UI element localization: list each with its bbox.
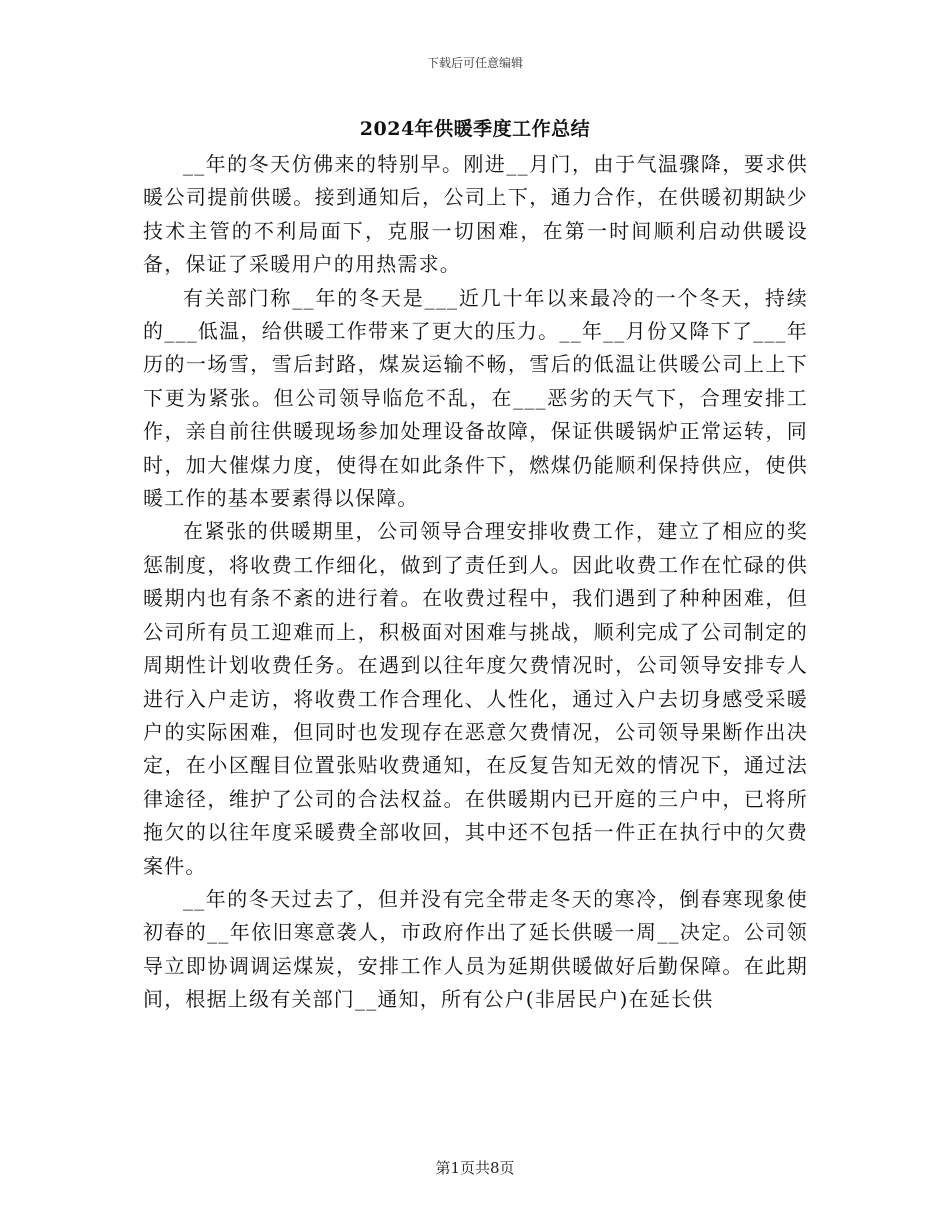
document-body (143, 148, 808, 1017)
document-title: 2024年供暖季度工作总结 (359, 118, 591, 140)
paragraph: 在紧张的供暖期里，公司领导合理安排收费工作，建立了相应的奖惩制度，将收费工作细化，做到了责任到人。因此收费工作在忙碌的供暖期内也有条不紊的进行着。在收费过程中，我们遇到了种种困难，但公司所有员工迎难而上，积极面对困难与挑战，顺利完成了公司制定的周期性计划收费任务。在遇到以往年度欠费情况时，公司领导安排专人进行入户走访，将收费工作合理化、人性化，通过入户去切身感受采暖户的实际困难，但同时也发现存在恶意欠费情况，公司领导果断作出决定，在小区醒目位置张贴收费通知，在反复告知无效的情况下，通过法律途径，维护了公司的合法权益。在供暖期内已开庭的三户中，已将所拖欠的以往年度采暖费全部收回，其中还不包括一件正在执行中的欠费案件。 (143, 519, 808, 878)
page-number: 第1页共8页 (435, 1159, 515, 1177)
paragraph: 有关部门称__年的冬天是___近几十年以来最冷的一个冬天，持续的___低温，给供暖工作带来了更大的压力。__年__月份又降下了___年历的一场雪，雪后封路，煤炭运输不畅，雪后的低温让供暖公司上上下下更为紧张。但公司领导临危不乱，在___恶劣的天气下，合理安排工作，亲自前往供暖现场参加处理设备故障，保证供暖锅炉正常运转，同时，加大催煤力度，使得在如此条件下，燃煤仍能顺利保持供应，使供暖工作的基本要素得以保障。 (143, 285, 808, 511)
paragraph: __年的冬天仿佛来的特别早。刚进__月门，由于气温骤降，要求供暖公司提前供暖。接到通知后，公司上下，通力合作，在供暖初期缺少技术主管的不利局面下，克服一切困难，在第一时间顺利启动供暖设备，保证了采暖用户的用热需求。 (143, 152, 808, 277)
header-note: 下载后可任意编辑 (426, 56, 523, 70)
paragraph: __年的冬天过去了，但并没有完全带走冬天的寒冷，倒春寒现象使初春的__年依旧寒意袭人，市政府作出了延长供暖一周__决定。公司领导立即协调调运煤炭，安排工作人员为延期供暖做好后勤保障。在此期间，根据上级有关部门__通知，所有公户(非居民户)在延长供 (143, 886, 808, 1012)
